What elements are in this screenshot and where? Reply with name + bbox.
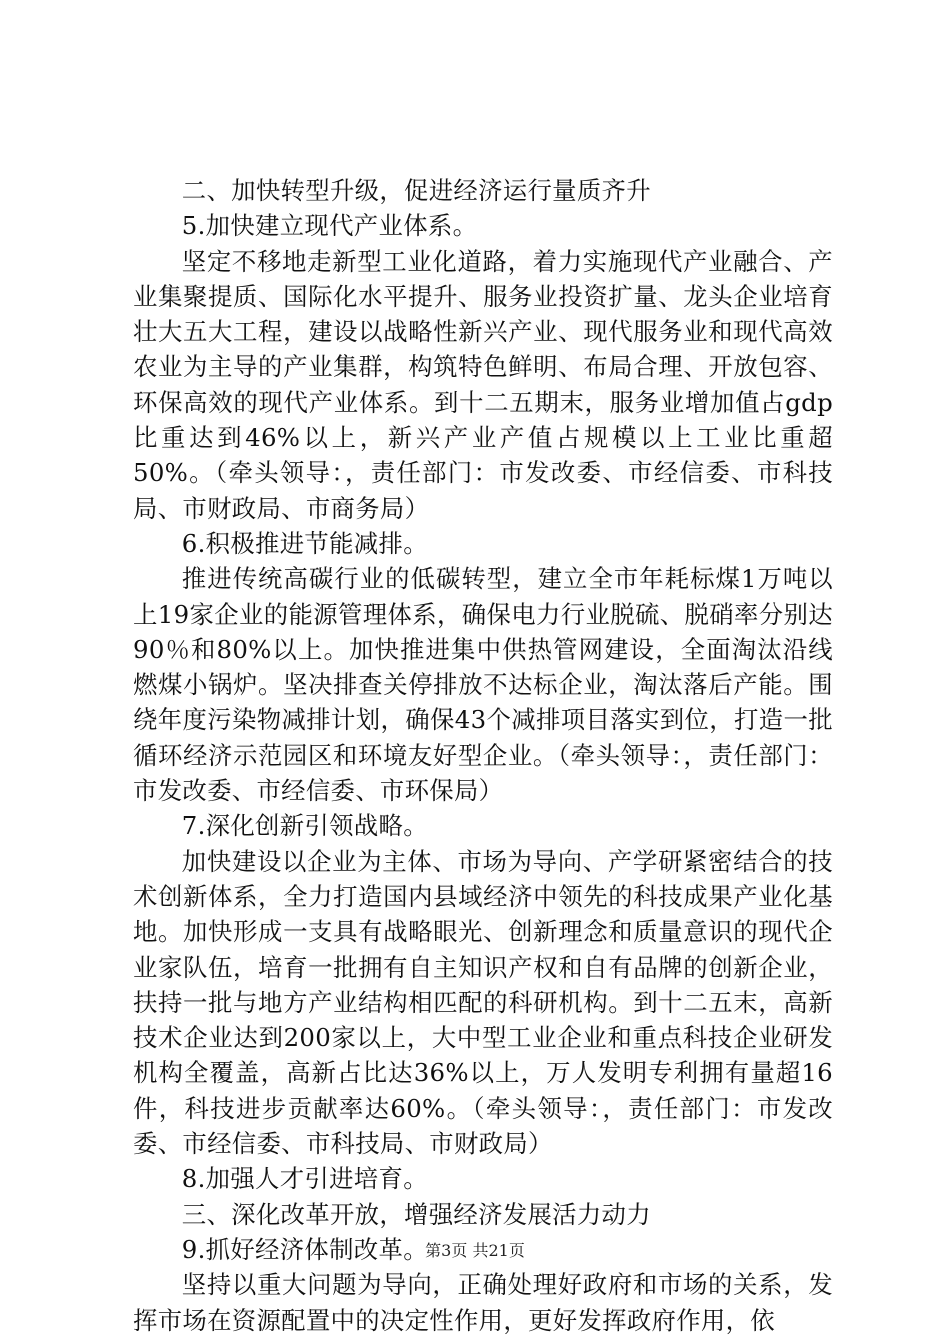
page-number: 第3页 bbox=[425, 1241, 468, 1260]
item-heading-6: 6.积极推进节能减排。 bbox=[181, 528, 428, 558]
body-paragraph: 加快建设以企业为主体、市场为导向、产学研紧密结合的技术创新体系，全力打造国内县域经济中领先的科技成果产业化基地。加快形成一支具有战略眼光、创新理念和质量意识的现代企业家队伍，培育一批拥有自主知识产权和自有品牌的创新企业，扶持一批与地方产业结构相匹配的科研机构。到十二五末，高新技术企业达到200家以上，大中型工业企业和重点科技企业研发机构全覆盖，高新占比达36%以上，万人发明专利拥有量超16件，科技进步贡献率达60%。（牵头领导：，责任部门：市发改委、市经信委、市科技局、市财政局） bbox=[133, 846, 833, 1159]
body-paragraph: 推进传统高碳行业的低碳转型，建立全市年耗标煤1万吨以上19家企业的能源管理体系，确保电力行业脱硫、脱硝率分别达90％和80%以上。加快推进集中供热管网建设，全面淘汰沿线燃煤小锅炉。坚决排查关停排放不达标企业，淘汰落后产能。围绕年度污染物减排计划，确保43个减排项目落实到位，打造一批循环经济示范园区和环境友好型企业。（牵头领导：，责任部门：市发改委、市经信委、市环保局） bbox=[133, 564, 833, 806]
item-heading-7: 7.深化创新引领战略。 bbox=[181, 811, 428, 841]
item-heading-5: 5.加快建立现代产业体系。 bbox=[181, 211, 478, 241]
page-footer bbox=[0, 1241, 950, 1261]
body-paragraph: 坚定不移地走新型工业化道路，着力实施现代产业融合、产业集聚提质、国际化水平提升、服务业投资扩量、龙头企业培育壮大五大工程，建设以战略性新兴产业、现代服务业和现代高效农业为主导的产业集群，构筑特色鲜明、布局合理、开放包容、环保高效的现代产业体系。到十二五期末，服务业增加值占gdp比重达到46%以上，新兴产业产值占规模以上工业比重超50%。（牵头领导：，责任部门：市发改委、市经信委、市科技局、市财政局、市商务局） bbox=[133, 246, 833, 523]
total-pages: 共21页 bbox=[472, 1241, 525, 1260]
document-body bbox=[133, 173, 833, 1338]
body-paragraph: 坚持以重大问题为导向，正确处理好政府和市场的关系，发挥市场在资源配置中的决定性作用，更好发挥政府作用，依 bbox=[133, 1270, 833, 1335]
section-heading-2: 二、加快转型升级，促进经济运行量质齐升 bbox=[181, 176, 651, 205]
item-heading-8: 8.加强人才引进培育。 bbox=[181, 1164, 428, 1194]
section-heading-3: 三、深化改革开放，增强经济发展活力动力 bbox=[181, 1199, 651, 1229]
item-heading-9: 9.抓好经济体制改革。 bbox=[181, 1234, 428, 1264]
